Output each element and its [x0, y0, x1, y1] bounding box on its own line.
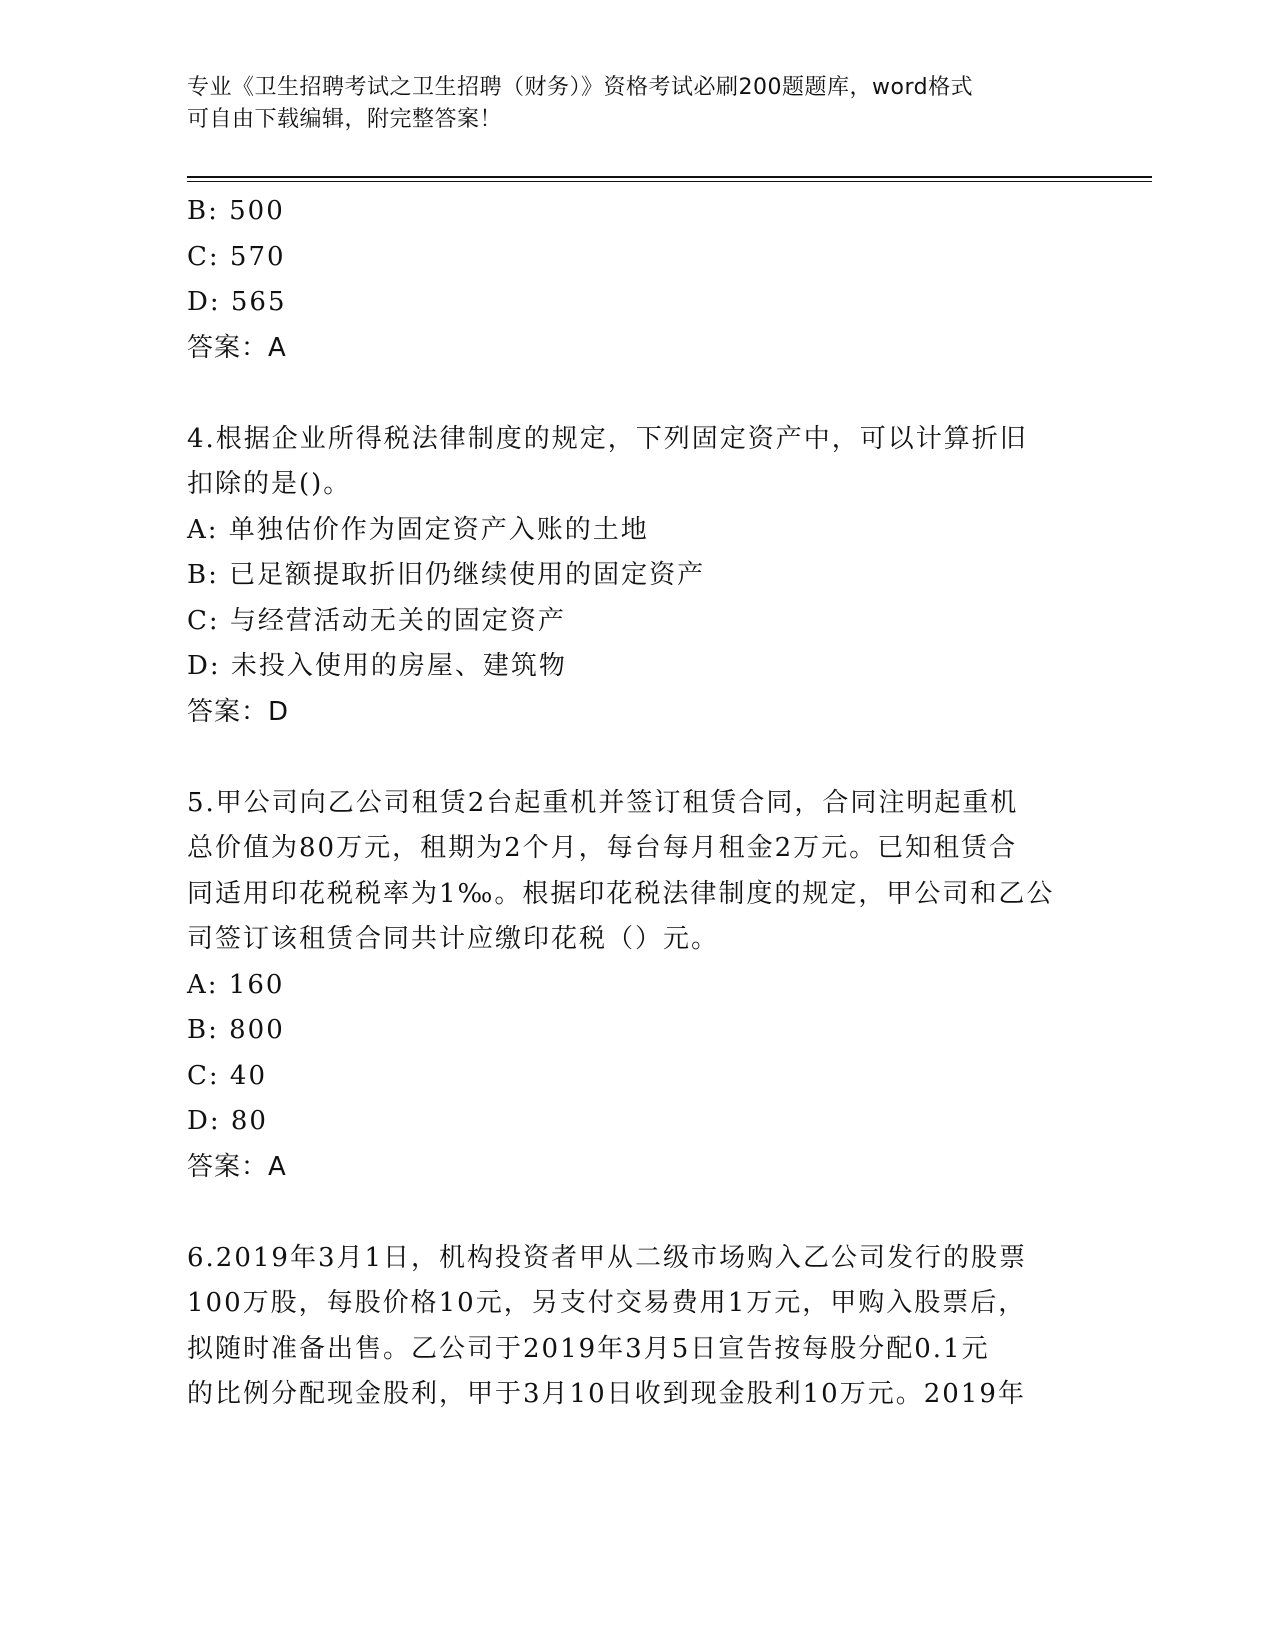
q3-option-c: C: 570: [187, 241, 286, 272]
q5-stem-line-4: 司签订该租赁合同共计应缴印花税（）元。: [187, 924, 720, 954]
q6-stem-line-3: 拟随时准备出售。乙公司于2019年3月5日宣告按每股分配0.1元: [187, 1333, 990, 1364]
q5-option-b: B: 800: [187, 1015, 285, 1045]
question-5: [187, 781, 1087, 1191]
q6-stem-line-4: 的比例分配现金股利，甲于3月10日收到现金股利10万元。2019年: [187, 1379, 1026, 1409]
question-4: [187, 417, 1087, 736]
q5-option-c: C: 40: [187, 1060, 268, 1091]
header-rule-thin: [187, 181, 1152, 182]
q3-answer: 答案：A: [187, 332, 287, 363]
q3-option-b: B: 500: [187, 196, 285, 226]
header-title-line-2: 可自由下载编辑，附完整答案！: [187, 107, 503, 132]
q4-option-b: B: 已足额提取折旧仍继续使用的固定资产: [187, 560, 706, 590]
q5-answer: 答案：A: [187, 1151, 287, 1182]
q5-stem-line-2: 总价值为80万元，租期为2个月，每台每月租金2万元。已知租赁合: [187, 833, 1018, 863]
q6-stem-line-1: 6.2019年3月1日，机构投资者甲从二级市场购入乙公司发行的股票: [187, 1242, 1028, 1273]
q4-stem-line-2: 扣除的是()。: [187, 469, 352, 499]
spacer: [187, 735, 1087, 781]
question-3-tail: [187, 189, 1087, 371]
q4-option-d: D: 未投入使用的房屋、建筑物: [187, 651, 567, 681]
document-header: [187, 72, 1087, 136]
q4-stem-line-1: 4.根据企业所得税法律制度的规定，下列固定资产中，可以计算折旧: [187, 423, 1028, 454]
question-6: [187, 1236, 1087, 1418]
spacer: [187, 1190, 1087, 1236]
q4-option-a: A: 单独估价作为固定资产入账的土地: [187, 514, 649, 545]
q5-stem-line-1: 5.甲公司向乙公司租赁2台起重机并签订租赁合同，合同注明起重机: [187, 787, 1019, 818]
q4-option-c: C: 与经营活动无关的固定资产: [187, 605, 566, 636]
q6-stem-line-2: 100万股，每股价格10元，另支付交易费用1万元，甲购入股票后，: [187, 1288, 1027, 1318]
header-title-line-1: 专业《卫生招聘考试之卫生招聘（财务）》资格考试必刷200题题库，word格式: [187, 75, 974, 100]
header-rule-thick: [187, 176, 1152, 178]
q5-option-a: A: 160: [187, 969, 285, 1000]
spacer: [187, 371, 1087, 417]
q5-stem-line-3: 同适用印花税税率为1‰。根据印花税法律制度的规定，甲公司和乙公: [187, 878, 1055, 909]
q4-answer: 答案：D: [187, 696, 290, 727]
document-body: [187, 189, 1087, 1418]
q5-option-d: D: 80: [187, 1106, 268, 1136]
q3-option-d: D: 565: [187, 287, 287, 317]
